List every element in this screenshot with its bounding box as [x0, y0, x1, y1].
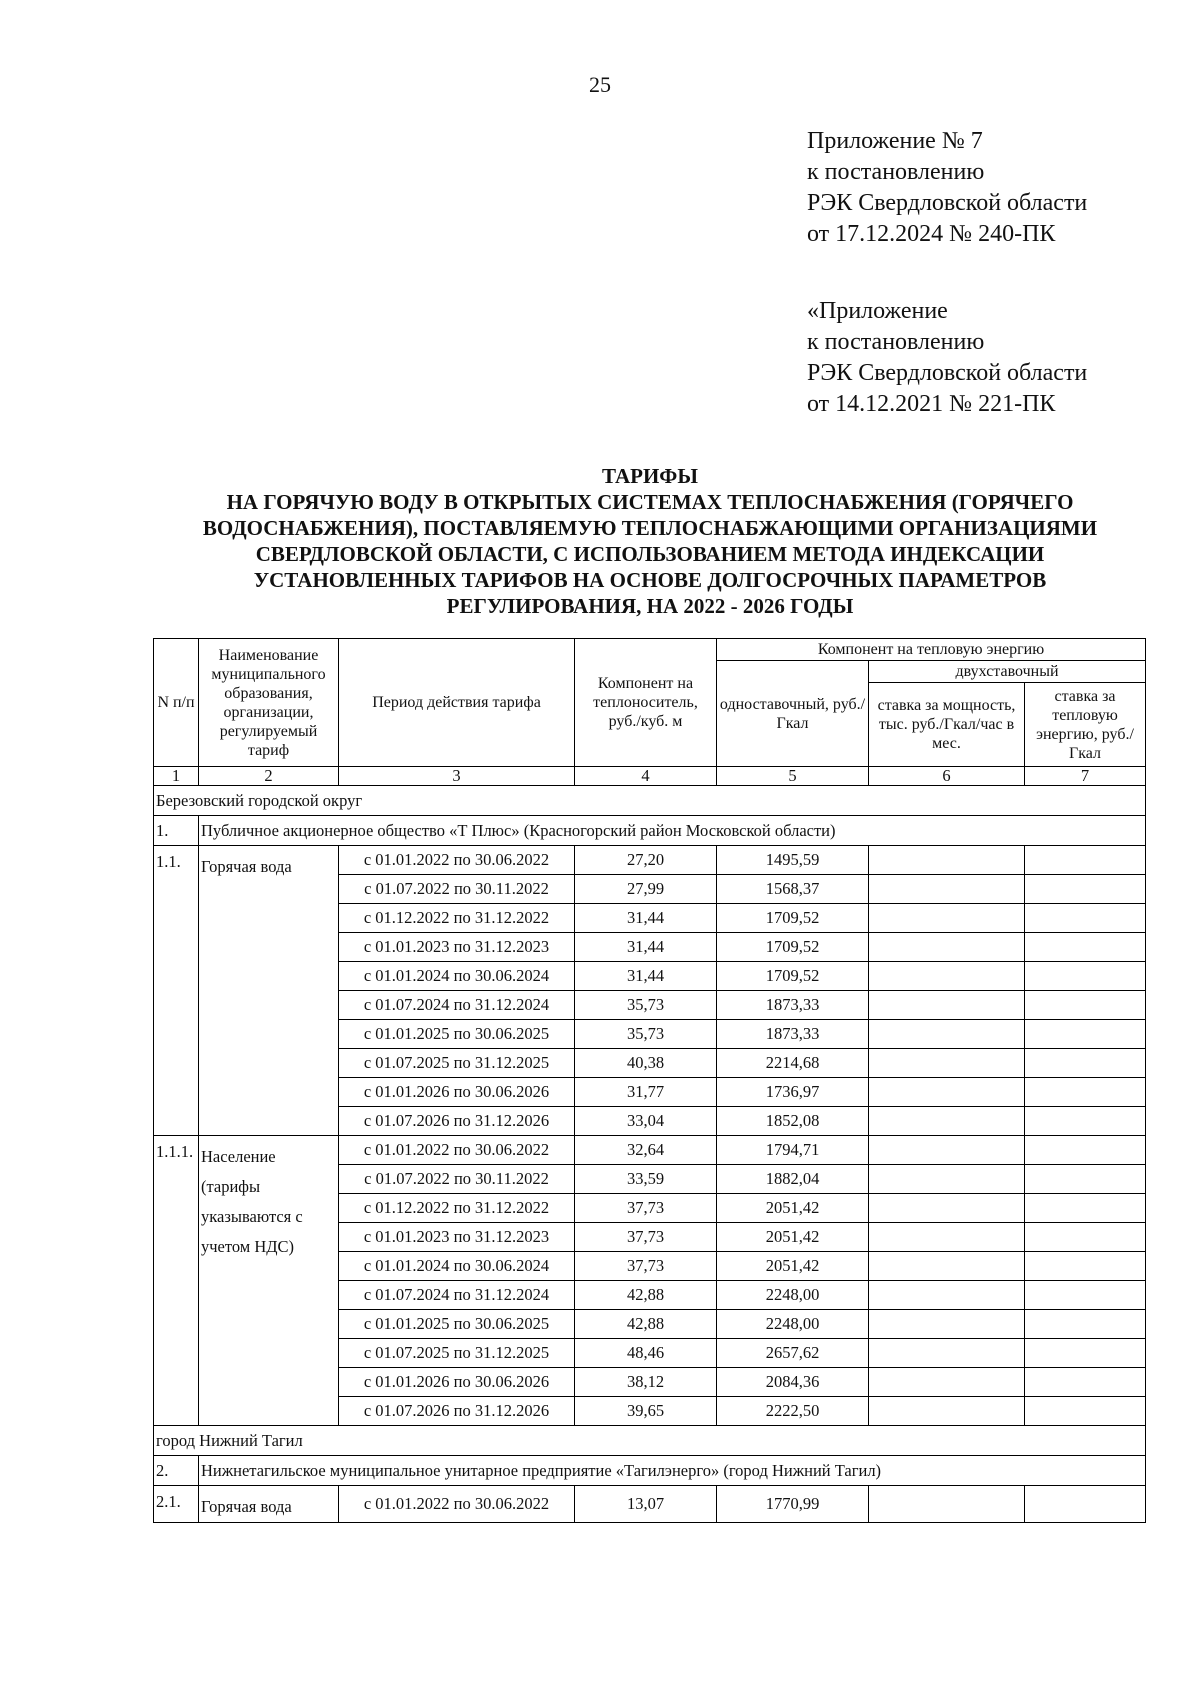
energy-rate-value — [1025, 846, 1146, 875]
energy-rate-value — [1025, 904, 1146, 933]
carrier-component: 35,73 — [575, 1020, 717, 1049]
single-rate-value: 2051,42 — [717, 1252, 869, 1281]
tariff-period: с 01.01.2026 по 30.06.2026 — [339, 1368, 575, 1397]
energy-rate-value — [1025, 962, 1146, 991]
appendix-reference — [807, 126, 1087, 250]
header-period: Период действия тарифа — [339, 639, 575, 767]
single-rate-value: 2248,00 — [717, 1310, 869, 1339]
organization-name: Нижнетагильское муниципальное унитарное предприятие «Тагилэнерго» (город Нижний Тагил) — [199, 1456, 1146, 1486]
group-name-line: Горячая вода — [201, 1497, 292, 1516]
tariff-period: с 01.01.2022 по 30.06.2022 — [339, 846, 575, 875]
tariff-period: с 01.07.2025 по 31.12.2025 — [339, 1049, 575, 1078]
capacity-rate-value — [869, 1194, 1025, 1223]
capacity-rate-value — [869, 962, 1025, 991]
carrier-component: 31,44 — [575, 933, 717, 962]
district-name: Березовский городской округ — [154, 786, 1146, 816]
column-number: 1 — [154, 767, 199, 786]
carrier-component: 40,38 — [575, 1049, 717, 1078]
column-number: 7 — [1025, 767, 1146, 786]
carrier-component: 31,44 — [575, 904, 717, 933]
energy-rate-value — [1025, 1136, 1146, 1165]
single-rate-value: 1736,97 — [717, 1078, 869, 1107]
single-rate-value: 2657,62 — [717, 1339, 869, 1368]
carrier-component: 42,88 — [575, 1310, 717, 1339]
organization-row — [154, 1456, 1146, 1486]
carrier-component: 27,20 — [575, 846, 717, 875]
tariff-period: с 01.07.2026 по 31.12.2026 — [339, 1397, 575, 1426]
group-number: 1.1.1. — [154, 1136, 199, 1426]
energy-rate-value — [1025, 1339, 1146, 1368]
tariff-period: с 01.12.2022 по 31.12.2022 — [339, 1194, 575, 1223]
column-number: 6 — [869, 767, 1025, 786]
capacity-rate-value — [869, 1049, 1025, 1078]
energy-rate-value — [1025, 1397, 1146, 1426]
header-energy-group: Компонент на тепловую энергию — [717, 639, 1146, 661]
group-number: 1.1. — [154, 846, 199, 1136]
appendix-line: «Приложение — [807, 298, 948, 324]
carrier-component: 48,46 — [575, 1339, 717, 1368]
column-number: 3 — [339, 767, 575, 786]
carrier-component: 37,73 — [575, 1194, 717, 1223]
capacity-rate-value — [869, 1078, 1025, 1107]
district-name: город Нижний Тагил — [154, 1426, 1146, 1456]
tariff-period: с 01.07.2025 по 31.12.2025 — [339, 1339, 575, 1368]
table-body — [154, 786, 1146, 1523]
carrier-component: 13,07 — [575, 1486, 717, 1523]
carrier-component: 42,88 — [575, 1281, 717, 1310]
organization-row — [154, 816, 1146, 846]
group-name-line: Горячая вода — [201, 857, 292, 876]
single-rate-value: 2051,42 — [717, 1194, 869, 1223]
capacity-rate-value — [869, 904, 1025, 933]
district-row — [154, 786, 1146, 816]
column-number: 2 — [199, 767, 339, 786]
appendix-line: к постановлению — [807, 159, 985, 185]
single-rate-value: 1709,52 — [717, 962, 869, 991]
carrier-component: 31,77 — [575, 1078, 717, 1107]
tariff-period: с 01.01.2023 по 31.12.2023 — [339, 933, 575, 962]
group-name — [199, 846, 339, 1136]
capacity-rate-value — [869, 933, 1025, 962]
tariff-table — [153, 638, 1146, 1523]
energy-rate-value — [1025, 1486, 1146, 1523]
group-name — [199, 1136, 339, 1426]
capacity-rate-value — [869, 1223, 1025, 1252]
title-line: НА ГОРЯЧУЮ ВОДУ В ОТКРЫТЫХ СИСТЕМАХ ТЕПЛОСНАБЖЕНИЯ (ГОРЯЧЕГО — [226, 490, 1074, 514]
energy-rate-value — [1025, 1252, 1146, 1281]
carrier-component: 37,73 — [575, 1223, 717, 1252]
capacity-rate-value — [869, 1252, 1025, 1281]
tariff-period: с 01.01.2024 по 30.06.2024 — [339, 1252, 575, 1281]
tariff-period: с 01.07.2026 по 31.12.2026 — [339, 1107, 575, 1136]
energy-rate-value — [1025, 875, 1146, 904]
single-rate-value: 2222,50 — [717, 1397, 869, 1426]
capacity-rate-value — [869, 1107, 1025, 1136]
appendix-line: РЭК Свердловской области — [807, 360, 1088, 386]
title-line: ВОДОСНАБЖЕНИЯ), ПОСТАВЛЯЕМУЮ ТЕПЛОСНАБЖАЮЩИМИ ОРГАНИЗАЦИЯМИ — [202, 516, 1098, 540]
tariff-period: с 01.07.2024 по 31.12.2024 — [339, 991, 575, 1020]
header-name: Наименование муниципального образования, организации, регулируемый тариф — [199, 639, 339, 767]
title-line: РЕГУЛИРОВАНИЯ, НА 2022 - 2026 ГОДЫ — [446, 594, 854, 618]
header-two-rate-group: двухставочный — [869, 661, 1146, 683]
title-line: СВЕРДЛОВСКОЙ ОБЛАСТИ, С ИСПОЛЬЗОВАНИЕМ МЕТОДА ИНДЕКСАЦИИ — [255, 542, 1045, 566]
tariff-period: с 01.07.2024 по 31.12.2024 — [339, 1281, 575, 1310]
column-number: 5 — [717, 767, 869, 786]
header-single-rate: одноставочный, руб./Гкал — [717, 661, 869, 767]
carrier-component: 37,73 — [575, 1252, 717, 1281]
tariff-period: с 01.01.2022 по 30.06.2022 — [339, 1136, 575, 1165]
group-name-line: (тарифы — [201, 1177, 261, 1196]
capacity-rate-value — [869, 1368, 1025, 1397]
group-name — [199, 1486, 339, 1523]
organization-number: 1. — [154, 816, 199, 846]
capacity-rate-value — [869, 1397, 1025, 1426]
energy-rate-value — [1025, 1107, 1146, 1136]
group-number: 2.1. — [154, 1486, 199, 1523]
capacity-rate-value — [869, 1165, 1025, 1194]
table-row — [154, 846, 1146, 875]
organization-name: Публичное акционерное общество «Т Плюс» (Красногорский район Московской области) — [199, 816, 1146, 846]
energy-rate-value — [1025, 991, 1146, 1020]
energy-rate-value — [1025, 1049, 1146, 1078]
previous-appendix-reference — [807, 296, 1087, 420]
tariff-period: с 01.12.2022 по 31.12.2022 — [339, 904, 575, 933]
document-title — [150, 463, 1150, 619]
appendix-line: от 17.12.2024 № 240-ПК — [807, 221, 1056, 247]
appendix-line: Приложение № 7 — [807, 128, 983, 154]
single-rate-value: 1495,59 — [717, 846, 869, 875]
organization-number: 2. — [154, 1456, 199, 1486]
table-row — [154, 1486, 1146, 1523]
tariff-period: с 01.01.2025 по 30.06.2025 — [339, 1020, 575, 1049]
tariff-period: с 01.01.2022 по 30.06.2022 — [339, 1486, 575, 1523]
single-rate-value: 1794,71 — [717, 1136, 869, 1165]
single-rate-value: 1852,08 — [717, 1107, 869, 1136]
single-rate-value: 1882,04 — [717, 1165, 869, 1194]
appendix-line: от 14.12.2021 № 221-ПК — [807, 391, 1056, 417]
energy-rate-value — [1025, 1020, 1146, 1049]
capacity-rate-value — [869, 1281, 1025, 1310]
energy-rate-value — [1025, 1281, 1146, 1310]
capacity-rate-value — [869, 875, 1025, 904]
header-carrier: Компонент на теплоноситель, руб./куб. м — [575, 639, 717, 767]
table-row — [154, 1136, 1146, 1165]
tariff-period: с 01.01.2025 по 30.06.2025 — [339, 1310, 575, 1339]
header-capacity-rate: ставка за мощность, тыс. руб./Гкал/час в мес. — [869, 683, 1025, 767]
capacity-rate-value — [869, 1486, 1025, 1523]
tariff-period: с 01.01.2026 по 30.06.2026 — [339, 1078, 575, 1107]
carrier-component: 39,65 — [575, 1397, 717, 1426]
carrier-component: 32,64 — [575, 1136, 717, 1165]
column-number-row — [154, 767, 1146, 786]
single-rate-value: 1568,37 — [717, 875, 869, 904]
single-rate-value: 1873,33 — [717, 1020, 869, 1049]
energy-rate-value — [1025, 1310, 1146, 1339]
energy-rate-value — [1025, 1194, 1146, 1223]
carrier-component: 38,12 — [575, 1368, 717, 1397]
capacity-rate-value — [869, 1136, 1025, 1165]
column-number: 4 — [575, 767, 717, 786]
single-rate-value: 2084,36 — [717, 1368, 869, 1397]
carrier-component: 33,59 — [575, 1165, 717, 1194]
energy-rate-value — [1025, 1223, 1146, 1252]
group-name-line: указываются с — [201, 1207, 303, 1226]
title-line: УСТАНОВЛЕННЫХ ТАРИФОВ НА ОСНОВЕ ДОЛГОСРОЧНЫХ ПАРАМЕТРОВ — [253, 568, 1047, 592]
appendix-line: РЭК Свердловской области — [807, 190, 1088, 216]
capacity-rate-value — [869, 1339, 1025, 1368]
single-rate-value: 2214,68 — [717, 1049, 869, 1078]
single-rate-value: 1709,52 — [717, 933, 869, 962]
capacity-rate-value — [869, 1310, 1025, 1339]
tariff-period: с 01.07.2022 по 30.11.2022 — [339, 1165, 575, 1194]
group-name-line: Население — [201, 1147, 276, 1166]
single-rate-value: 1873,33 — [717, 991, 869, 1020]
carrier-component: 35,73 — [575, 991, 717, 1020]
header-num: N п/п — [154, 639, 199, 767]
title-line: ТАРИФЫ — [602, 464, 698, 488]
tariff-period: с 01.01.2023 по 31.12.2023 — [339, 1223, 575, 1252]
carrier-component: 27,99 — [575, 875, 717, 904]
single-rate-value: 1709,52 — [717, 904, 869, 933]
tariff-period: с 01.07.2022 по 30.11.2022 — [339, 875, 575, 904]
header-energy-rate: ставка за тепловую энергию, руб./Гкал — [1025, 683, 1146, 767]
appendix-line: к постановлению — [807, 329, 985, 355]
energy-rate-value — [1025, 1368, 1146, 1397]
single-rate-value: 1770,99 — [717, 1486, 869, 1523]
capacity-rate-value — [869, 846, 1025, 875]
tariff-period: с 01.01.2024 по 30.06.2024 — [339, 962, 575, 991]
energy-rate-value — [1025, 1078, 1146, 1107]
table-header — [154, 639, 1146, 786]
energy-rate-value — [1025, 933, 1146, 962]
single-rate-value: 2248,00 — [717, 1281, 869, 1310]
capacity-rate-value — [869, 1020, 1025, 1049]
district-row — [154, 1426, 1146, 1456]
energy-rate-value — [1025, 1165, 1146, 1194]
single-rate-value: 2051,42 — [717, 1223, 869, 1252]
carrier-component: 31,44 — [575, 962, 717, 991]
group-name-line: учетом НДС) — [201, 1237, 295, 1256]
carrier-component: 33,04 — [575, 1107, 717, 1136]
page-number: 25 — [589, 72, 611, 97]
capacity-rate-value — [869, 991, 1025, 1020]
